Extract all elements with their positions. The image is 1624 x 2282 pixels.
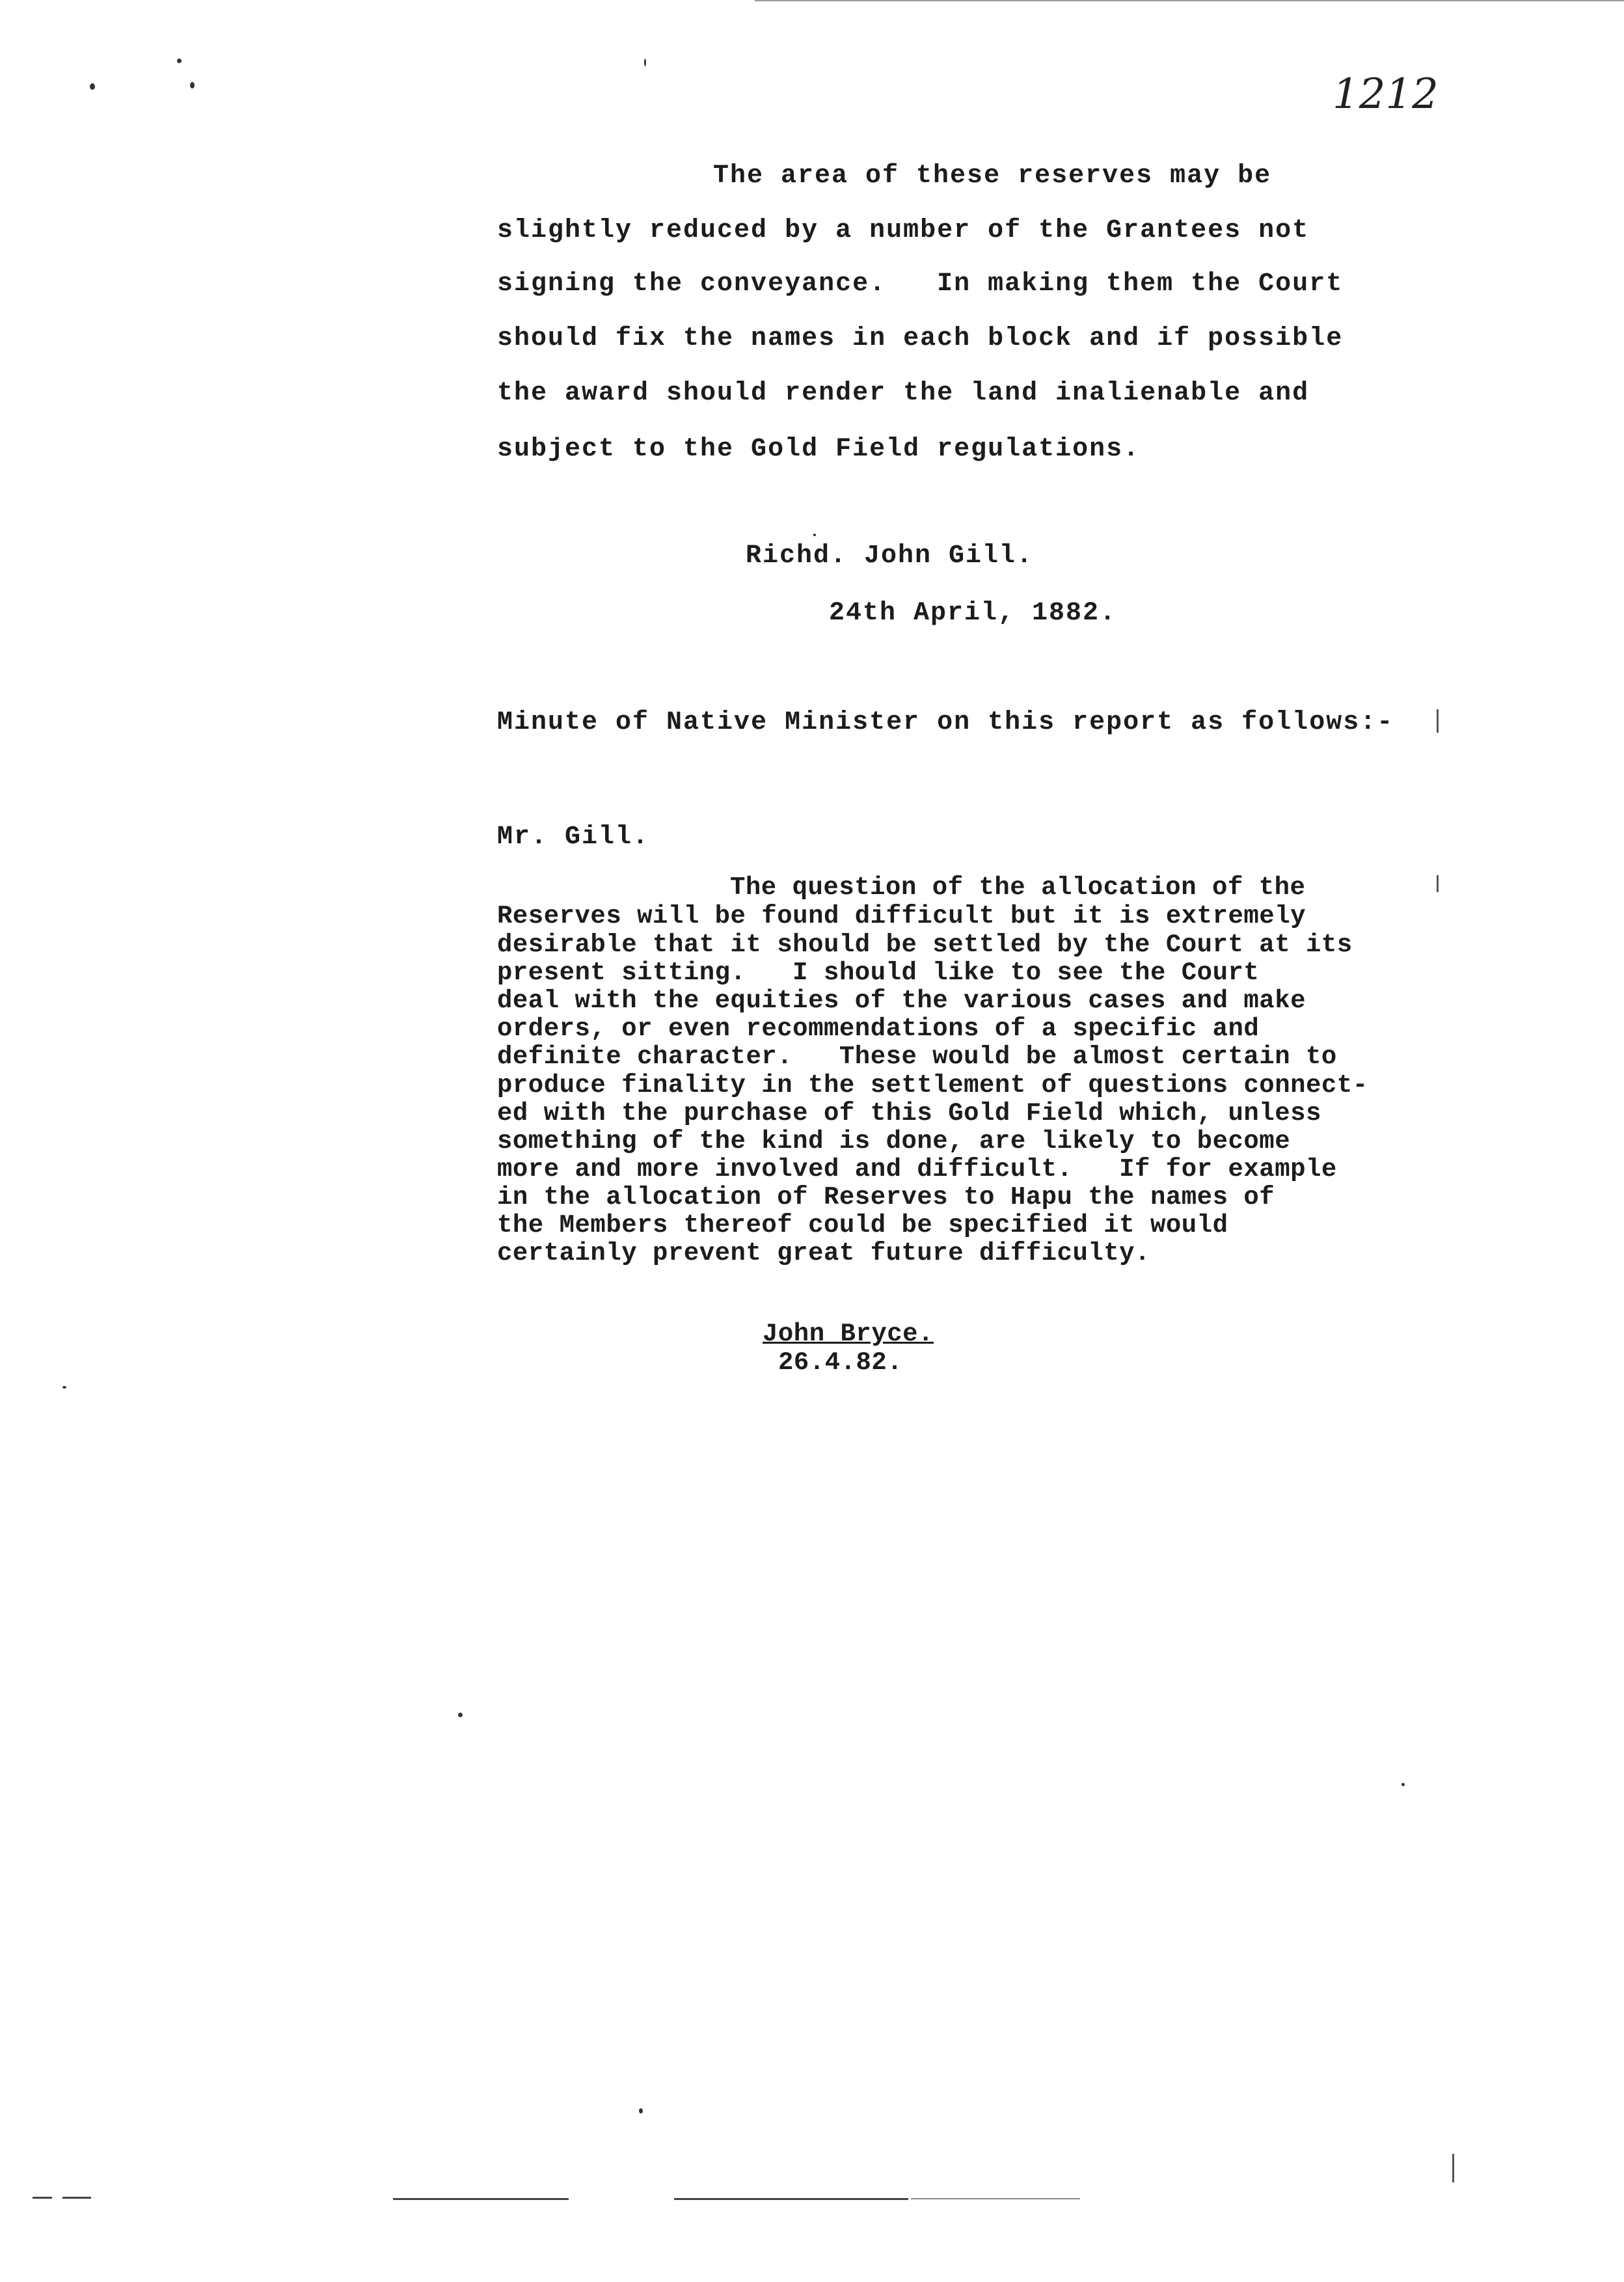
- edge-mark: [1452, 2154, 1454, 2182]
- edge-mark: [1437, 709, 1439, 733]
- report-line: should fix the names in each block and if possible: [497, 324, 1344, 353]
- minute-date: 26.4.82.: [778, 1348, 903, 1377]
- minute-signature: John Bryce.: [763, 1320, 934, 1348]
- scan-speck: [458, 1713, 463, 1717]
- report-line: The area of these reserves may be: [713, 161, 1272, 191]
- bottom-rule: [911, 2198, 1080, 2199]
- minute-line: ed with the purchase of this Gold Field which, unless: [497, 1099, 1321, 1128]
- report-line: subject to the Gold Field regulations.: [497, 435, 1141, 464]
- minute-line: something of the kind is done, are likely to become: [497, 1127, 1291, 1156]
- bottom-rule: [62, 2197, 91, 2199]
- edge-mark: [1437, 875, 1439, 892]
- report-line: signing the conveyance. In making them the Court: [497, 269, 1344, 299]
- scan-speck: [62, 1386, 66, 1389]
- minute-line: produce finality in the settlement of questions connect-: [497, 1071, 1368, 1100]
- minute-line: The question of the allocation of the: [730, 873, 1306, 902]
- minute-line: more and more involved and difficult. If for example: [497, 1155, 1337, 1184]
- report-line: the award should render the land inalienable and: [497, 379, 1310, 408]
- minute-line: present sitting. I should like to see the Court: [497, 958, 1260, 987]
- minute-line: desirable that it should be settled by the Court at its: [497, 930, 1353, 959]
- minute-line: certainly prevent great future difficulty.: [497, 1239, 1150, 1268]
- report-line: slightly reduced by a number of the Grantees not: [497, 216, 1310, 245]
- scan-speck: [1401, 1783, 1405, 1786]
- scan-speck: [644, 59, 646, 66]
- minute-line: Reserves will be found difficult but it is extremely: [497, 902, 1306, 930]
- scan-speck: [90, 83, 95, 90]
- bottom-rule: [674, 2198, 908, 2200]
- scan-speck: [639, 2108, 643, 2113]
- scan-speck: [177, 59, 182, 63]
- page-number: 1212: [1333, 70, 1439, 118]
- minute-line: orders, or even recommendations of a specific and: [497, 1014, 1260, 1043]
- minute-line: in the allocation of Reserves to Hapu the names of: [497, 1183, 1275, 1212]
- minute-heading: Minute of Native Minister on this report as follows:-: [497, 708, 1394, 737]
- bottom-rule: [393, 2198, 569, 2200]
- scan-speck: [813, 534, 816, 536]
- report-date: 24th April, 1882.: [829, 599, 1117, 628]
- scan-speck: [190, 82, 195, 88]
- bottom-rule: [33, 2197, 52, 2199]
- minute-line: definite character. These would be almost certain to: [497, 1042, 1337, 1071]
- addressee: Mr. Gill.: [497, 822, 650, 852]
- minute-line: deal with the equities of the various cases and make: [497, 986, 1306, 1015]
- top-edge-rule: [755, 0, 1624, 1]
- minute-line: the Members thereof could be specified it would: [497, 1211, 1228, 1240]
- report-signature: Richd. John Gill.: [746, 541, 1034, 571]
